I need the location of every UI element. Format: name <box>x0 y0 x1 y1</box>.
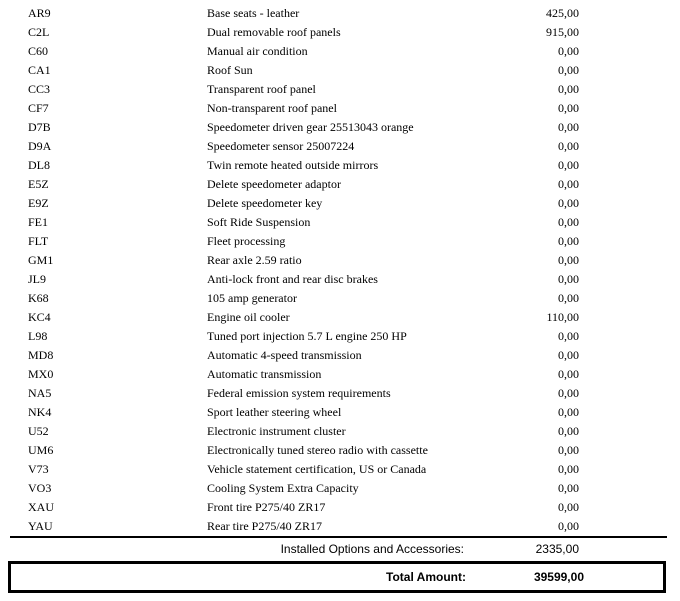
option-row <box>0 422 680 441</box>
option-code: C60 <box>28 44 49 58</box>
option-price: 0,00 <box>558 443 579 457</box>
option-row <box>0 80 680 99</box>
option-code: GM1 <box>28 253 54 267</box>
total-amount-value: 39599,00 <box>533 570 584 584</box>
option-code: K68 <box>28 291 49 305</box>
option-code: UM6 <box>28 443 54 457</box>
option-code: XAU <box>28 500 54 514</box>
option-description: Non-transparent roof panel <box>207 101 337 115</box>
option-code: NK4 <box>28 405 52 419</box>
option-price: 425,00 <box>546 6 579 20</box>
option-description: Dual removable roof panels <box>207 25 341 39</box>
option-code: L98 <box>28 329 48 343</box>
option-price: 0,00 <box>558 329 579 343</box>
option-description: Fleet processing <box>207 234 286 248</box>
option-description: Transparent roof panel <box>207 82 316 96</box>
option-code: V73 <box>28 462 49 476</box>
option-price: 0,00 <box>558 481 579 495</box>
option-row <box>0 156 680 175</box>
option-description: Delete speedometer adaptor <box>207 177 341 191</box>
option-code: CA1 <box>28 63 51 77</box>
option-price: 0,00 <box>558 82 579 96</box>
option-code: MD8 <box>28 348 54 362</box>
option-row <box>0 118 680 137</box>
option-row <box>0 251 680 270</box>
option-description: Electronic instrument cluster <box>207 424 346 438</box>
option-price: 0,00 <box>558 386 579 400</box>
option-code: D7B <box>28 120 51 134</box>
option-price: 0,00 <box>558 139 579 153</box>
option-code: U52 <box>28 424 49 438</box>
option-description: Roof Sun <box>207 63 253 77</box>
option-price: 0,00 <box>558 101 579 115</box>
subtotal-label: Installed Options and Accessories: <box>280 542 464 556</box>
option-description: Vehicle statement certification, US or Canada <box>207 462 427 476</box>
option-price: 0,00 <box>558 215 579 229</box>
option-row <box>0 4 680 23</box>
option-description: Engine oil cooler <box>207 310 290 324</box>
option-row <box>0 194 680 213</box>
option-row <box>0 308 680 327</box>
option-price: 0,00 <box>558 424 579 438</box>
option-description: Delete speedometer key <box>207 196 323 210</box>
option-description: Speedometer sensor 25007224 <box>207 139 355 153</box>
option-price: 0,00 <box>558 63 579 77</box>
option-code: FLT <box>28 234 49 248</box>
option-price: 0,00 <box>558 253 579 267</box>
option-row <box>0 441 680 460</box>
option-description: Anti-lock front and rear disc brakes <box>207 272 378 286</box>
option-description: Automatic 4-speed transmission <box>207 348 362 362</box>
option-description: Base seats - leather <box>207 6 300 20</box>
option-row <box>0 517 680 536</box>
option-row <box>0 137 680 156</box>
option-row <box>0 479 680 498</box>
option-row <box>0 498 680 517</box>
option-row <box>0 327 680 346</box>
option-row <box>0 403 680 422</box>
option-code: DL8 <box>28 158 50 172</box>
option-row <box>0 213 680 232</box>
option-price: 0,00 <box>558 367 579 381</box>
option-price: 0,00 <box>558 44 579 58</box>
option-description: Cooling System Extra Capacity <box>207 481 359 495</box>
option-code: MX0 <box>28 367 54 381</box>
option-description: Electronically tuned stereo radio with cassette <box>207 443 428 457</box>
option-description: Tuned port injection 5.7 L engine 250 HP <box>207 329 407 343</box>
option-price: 0,00 <box>558 234 579 248</box>
option-row <box>0 232 680 251</box>
option-description: 105 amp generator <box>207 291 297 305</box>
option-price: 0,00 <box>558 291 579 305</box>
option-code: D9A <box>28 139 52 153</box>
option-code: FE1 <box>28 215 49 229</box>
option-description: Sport leather steering wheel <box>207 405 342 419</box>
option-price: 110,00 <box>546 310 579 324</box>
option-row <box>0 384 680 403</box>
option-price: 915,00 <box>546 25 579 39</box>
options-table <box>0 4 680 536</box>
option-price: 0,00 <box>558 158 579 172</box>
option-price: 0,00 <box>558 272 579 286</box>
subtotal-value: 2335,00 <box>535 542 579 556</box>
option-description: Front tire P275/40 ZR17 <box>207 500 326 514</box>
option-code: VO3 <box>28 481 52 495</box>
option-price: 0,00 <box>558 348 579 362</box>
option-row <box>0 61 680 80</box>
option-price: 0,00 <box>558 120 579 134</box>
option-description: Twin remote heated outside mirrors <box>207 158 379 172</box>
option-row <box>0 23 680 42</box>
option-description: Rear tire P275/40 ZR17 <box>207 519 322 533</box>
option-row <box>0 42 680 61</box>
option-description: Speedometer driven gear 25513043 orange <box>207 120 414 134</box>
option-row <box>0 289 680 308</box>
option-price: 0,00 <box>558 177 579 191</box>
option-price: 0,00 <box>558 519 579 533</box>
option-code: E9Z <box>28 196 49 210</box>
option-row <box>0 270 680 289</box>
option-description: Soft Ride Suspension <box>207 215 311 229</box>
option-code: CC3 <box>28 82 51 96</box>
option-code: E5Z <box>28 177 49 191</box>
option-row <box>0 365 680 384</box>
total-amount-box <box>8 561 666 593</box>
option-code: C2L <box>28 25 50 39</box>
option-code: JL9 <box>28 272 46 286</box>
option-description: Federal emission system requirements <box>207 386 391 400</box>
option-row <box>0 175 680 194</box>
option-row <box>0 460 680 479</box>
option-price: 0,00 <box>558 500 579 514</box>
option-price: 0,00 <box>558 196 579 210</box>
option-description: Manual air condition <box>207 44 308 58</box>
option-code: CF7 <box>28 101 49 115</box>
option-code: YAU <box>28 519 53 533</box>
separator-line <box>10 536 667 538</box>
option-row <box>0 99 680 118</box>
option-code: AR9 <box>28 6 51 20</box>
option-description: Rear axle 2.59 ratio <box>207 253 302 267</box>
option-description: Automatic transmission <box>207 367 322 381</box>
option-code: NA5 <box>28 386 52 400</box>
total-amount-label: Total Amount: <box>386 570 466 584</box>
option-code: KC4 <box>28 310 51 324</box>
option-price: 0,00 <box>558 405 579 419</box>
option-row <box>0 346 680 365</box>
option-price: 0,00 <box>558 462 579 476</box>
